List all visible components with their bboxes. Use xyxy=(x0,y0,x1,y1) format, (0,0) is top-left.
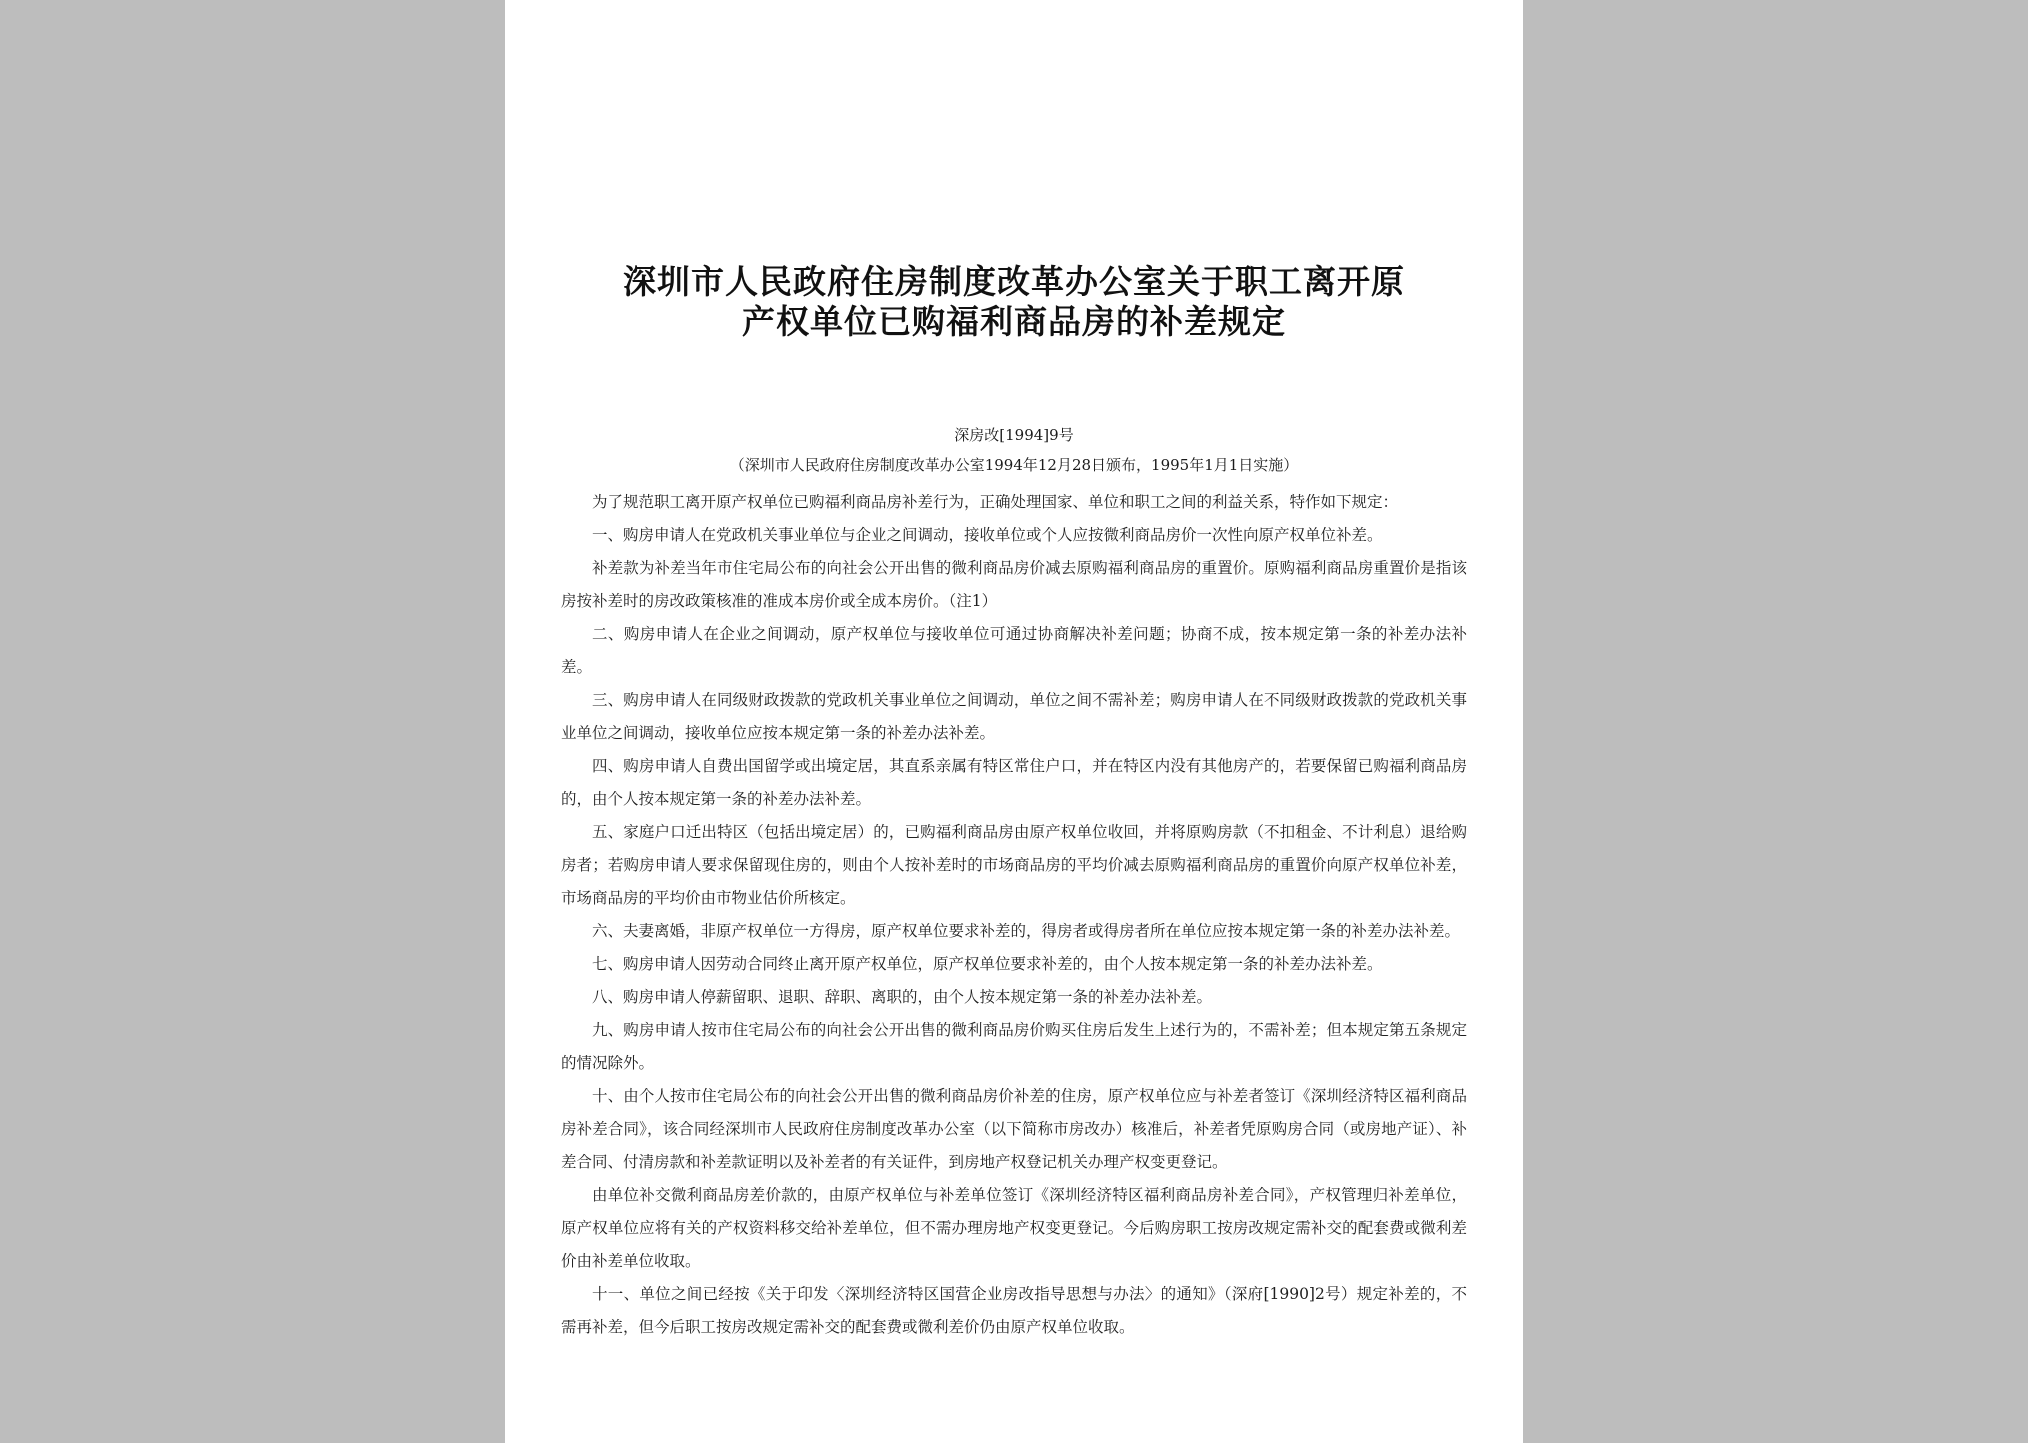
paragraph: 为了规范职工离开原产权单位已购福利商品房补差行为，正确处理国家、单位和职工之间的利益关系，特作如下规定： xyxy=(592,493,1399,511)
title-line-2: 产权单位已购福利商品房的补差规定 xyxy=(742,302,1286,341)
paragraph: 五、家庭户口迁出特区（包括出境定居）的，已购福利商品房由原产权单位收回，并将原购房款（不扣租金、不计利息）退给购房者；若购房申请人要求保留现住房的，则由个人按补差时的市场商品房的平均价减去原购福利商品房的重置价向原产权单位补差，市场商品房的平均价由市物业估价所核定。 xyxy=(561,823,1467,907)
paragraph: 补差款为补差当年市住宅局公布的向社会公开出售的微利商品房价减去原购福利商品房的重置价。原购福利商品房重置价是指该房按补差时的房改政策核准的准成本房价或全成本房价。（注1） xyxy=(561,559,1467,610)
paragraph: 七、购房申请人因劳动合同终止离开原产权单位，原产权单位要求补差的，由个人按本规定第一条的补差办法补差。 xyxy=(592,955,1383,973)
paragraph: 十、由个人按市住宅局公布的向社会公开出售的微利商品房价补差的住房，原产权单位应与补差者签订《深圳经济特区福利商品房补差合同》，该合同经深圳市人民政府住房制度改革办公室（以下简称市房改办）核准后，补差者凭原购房合同（或房地产证）、补差合同、付清房款和补差款证明以及补差者的有关证件，到房地产权登记机关办理产权变更登记。 xyxy=(561,1087,1467,1171)
paragraph: 三、购房申请人在同级财政拨款的党政机关事业单位之间调动，单位之间不需补差；购房申请人在不同级财政拨款的党政机关事业单位之间调动，接收单位应按本规定第一条的补差办法补差。 xyxy=(561,691,1467,742)
paragraph: 一、购房申请人在党政机关事业单位与企业之间调动，接收单位或个人应按微利商品房价一次性向原产权单位补差。 xyxy=(592,526,1383,544)
paragraph: 九、购房申请人按市住宅局公布的向社会公开出售的微利商品房价购买住房后发生上述行为的，不需补差；但本规定第五条规定的情况除外。 xyxy=(561,1021,1467,1072)
paragraph: 由单位补交微利商品房差价款的，由原产权单位与补差单位签订《深圳经济特区福利商品房补差合同》，产权管理归补差单位，原产权单位应将有关的产权资料移交给补差单位，但不需办理房地产权变更登记。今后购房职工按房改规定需补交的配套费或微利差价由补差单位收取。 xyxy=(561,1186,1467,1270)
paragraph: 六、夫妻离婚，非原产权单位一方得房，原产权单位要求补差的，得房者或得房者所在单位应按本规定第一条的补差办法补差。 xyxy=(592,922,1461,940)
title-line-1: 深圳市人民政府住房制度改革办公室关于职工离开原 xyxy=(623,262,1405,301)
document-title xyxy=(505,262,1523,342)
document-number: 深房改[1994]9号 xyxy=(954,426,1074,444)
issuance-note: （深圳市人民政府住房制度改革办公室1994年12月28日颁布，1995年1月1日实施） xyxy=(729,456,1299,474)
document-page xyxy=(505,0,1523,1443)
document-body xyxy=(561,486,1467,1344)
paragraph: 十一、单位之间已经按《关于印发〈深圳经济特区国营企业房改指导思想与办法〉的通知》（深府[1990]2号）规定补差的，不需再补差，但今后职工按房改规定需补交的配套费或微利差价仍由原产权单位收取。 xyxy=(561,1285,1467,1336)
paragraph: 二、购房申请人在企业之间调动，原产权单位与接收单位可通过协商解决补差问题；协商不成，按本规定第一条的补差办法补差。 xyxy=(561,625,1467,676)
paragraph: 四、购房申请人自费出国留学或出境定居，其直系亲属有特区常住户口，并在特区内没有其他房产的，若要保留已购福利商品房的，由个人按本规定第一条的补差办法补差。 xyxy=(561,757,1467,808)
paragraph: 八、购房申请人停薪留职、退职、辞职、离职的，由个人按本规定第一条的补差办法补差。 xyxy=(592,988,1213,1006)
